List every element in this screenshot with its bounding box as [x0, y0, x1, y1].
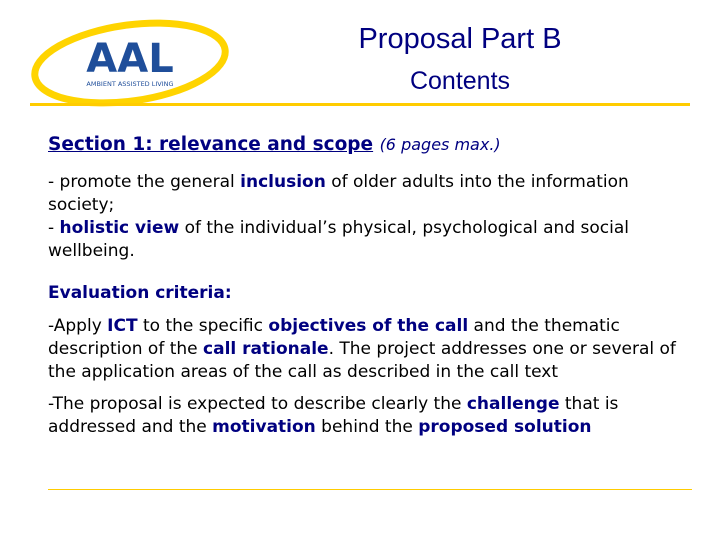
criteria-2-emphasis-2: motivation	[212, 417, 316, 437]
scope-line-1-before: - promote the general	[48, 172, 241, 192]
criteria-2-text-3: behind the	[315, 417, 419, 437]
slide-content	[48, 133, 688, 448]
scope-line-1-emphasis: inclusion	[240, 172, 326, 192]
aal-logo	[30, 18, 230, 110]
logo-tagline: AMBIENT ASSISTED LIVING	[86, 80, 174, 88]
scope-line-2-emphasis: holistic view	[59, 218, 180, 238]
criteria-1-emphasis-2: objectives of the call	[268, 316, 469, 336]
header-divider	[30, 103, 690, 106]
logo-text: AAL	[86, 36, 174, 82]
criteria-label: Evaluation criteria:	[48, 283, 232, 303]
footer-divider	[48, 489, 692, 490]
section-title: Section 1: relevance and scope	[48, 134, 374, 155]
criteria-2-emphasis-3: proposed solution	[418, 417, 592, 437]
section-heading	[48, 133, 688, 156]
criteria-1-emphasis-1: ICT	[107, 316, 138, 336]
criteria-2-text-2: that is addressed and the	[48, 394, 619, 437]
criteria-2-text-1: -The proposal is expected to describe clearly the	[48, 394, 467, 414]
scope-line-1	[48, 171, 688, 217]
scope-line-1-after: of older adults into the information society;	[48, 172, 629, 215]
section-note: (6 pages max.)	[379, 135, 501, 154]
scope-line-2-after: of the individual’s physical, psychological and social wellbeing.	[48, 218, 629, 261]
criteria-1-text-1: -Apply	[48, 316, 108, 336]
criteria-1-text-4: . The project addresses one or several of the application areas of the call as described in the call text	[48, 339, 676, 382]
criteria-1-text-2: to the specific	[137, 316, 269, 336]
page-title: Proposal Part B	[358, 23, 562, 55]
page-subtitle: Contents	[409, 67, 511, 95]
criteria-1-emphasis-3: call rationale	[203, 339, 329, 359]
scope-line-2	[48, 217, 688, 263]
criteria-2-emphasis-1: challenge	[466, 394, 560, 414]
criteria-item-2	[48, 393, 688, 439]
scope-line-2-before: -	[48, 218, 60, 238]
criteria-item-1	[48, 315, 688, 384]
criteria-1-text-3: and the thematic description of the	[48, 316, 620, 359]
